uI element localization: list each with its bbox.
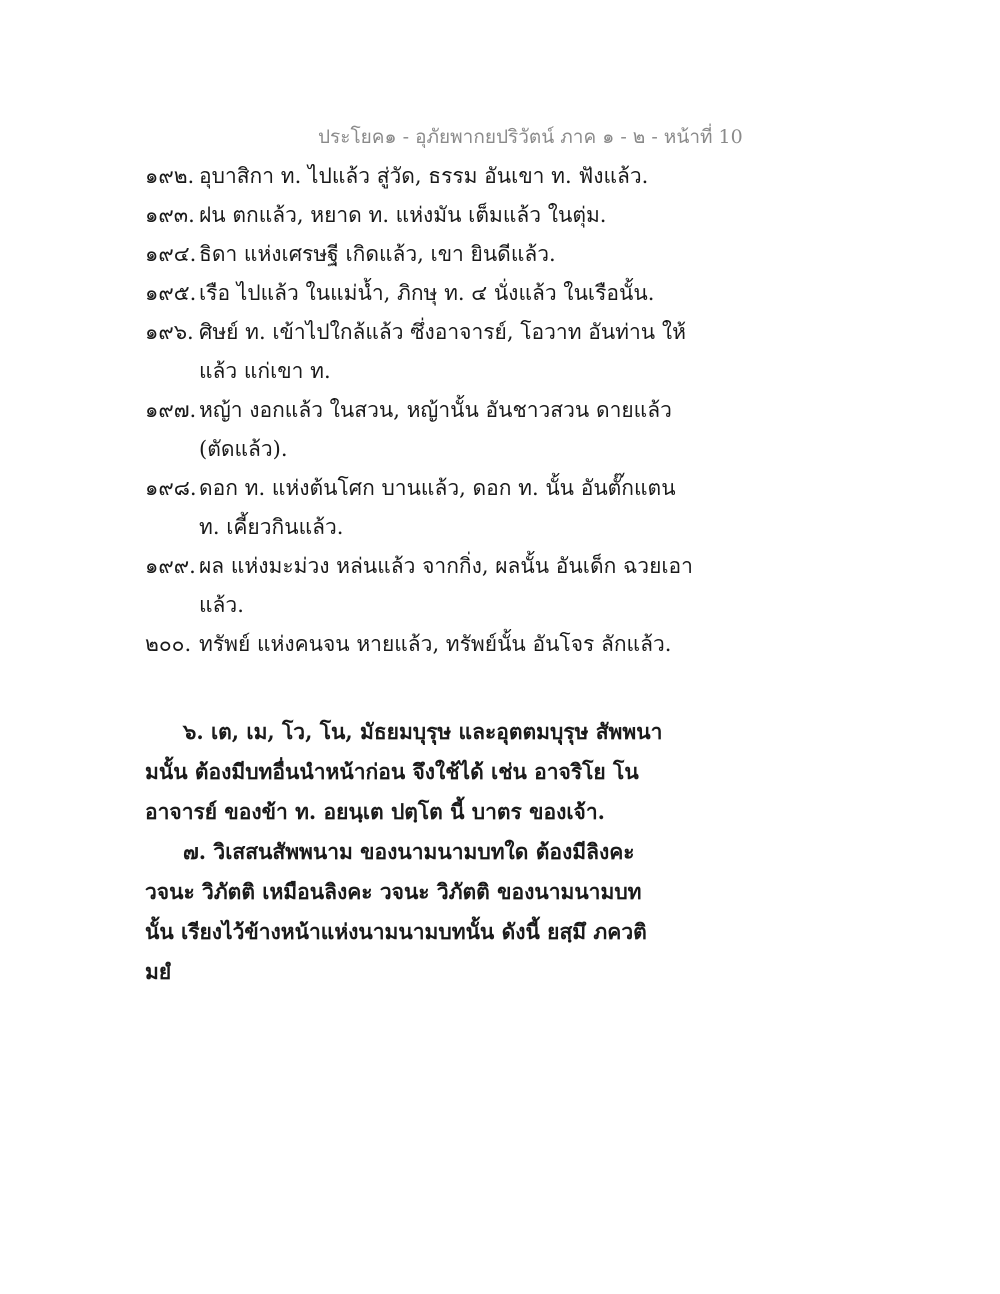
exercise-text: หญ้า งอกแล้ว ในสวน, หญ้านั้น อันชาวสวน ดายแล้ว (ตัดแล้ว).: [199, 398, 672, 461]
exercise-text: ธิดา แห่งเศรษฐี เกิดแล้ว, เขา ยินดีแล้ว.: [199, 242, 556, 266]
exercise-text: อุบาสิกา ท. ไปแล้ว สู่วัด, ธรรม อันเขา ท. ฟังแล้ว.: [199, 164, 649, 188]
exercise-number: ๑๙๔.: [145, 242, 197, 266]
exercise-item: [145, 235, 705, 274]
exercise-item: [145, 391, 705, 469]
exercise-number: ๑๙๘.: [145, 476, 197, 500]
exercise-text: ทรัพย์ แห่งคนจน หายแล้ว, ทรัพย์นั้น อันโจร ลักแล้ว.: [199, 632, 672, 656]
exercise-item: [145, 469, 705, 547]
exercise-item: [145, 274, 705, 313]
page-header: ประโยค๑ - อุภัยพากยปริวัตน์ ภาค ๑ - ๒ - หน้าที่ 10: [318, 126, 743, 148]
exercise-number: ๑๙๖.: [145, 320, 194, 344]
exercise-item: [145, 313, 705, 391]
exercise-number: ๑๙๒.: [145, 164, 195, 188]
exercise-list: [145, 157, 705, 664]
exercise-text: ฝน ตกแล้ว, หยาด ท. แห่งมัน เต็มแล้ว ในตุ่ม.: [199, 203, 607, 227]
rule-paragraph-6: ๖. เต, เม, โว, โน, มัธยมบุรุษ และอุตตมบุรุษ สัพพนามนั้น ต้องมีบทอื่นนำหน้าก่อน จึงใช้ได้ เช่น อาจริโย โน อาจารย์ ของข้า ท. อยนฺเต ปตฺโต นี้ บาตร ของเจ้า.: [145, 719, 663, 824]
exercise-text: ผล แห่งมะม่วง หล่นแล้ว จากกิ่ง, ผลนั้น อันเด็ก ฉวยเอาแล้ว.: [199, 554, 693, 617]
exercise-number: ๑๙๓.: [145, 203, 195, 227]
exercise-item: [145, 196, 705, 235]
exercise-number: ๑๙๕.: [145, 281, 197, 305]
exercise-number: ๑๙๙.: [145, 554, 196, 578]
exercise-text: ดอก ท. แห่งต้นโศก บานแล้ว, ดอก ท. นั้น อันตั๊กแตน ท. เคี้ยวกินแล้ว.: [199, 476, 676, 539]
exercise-item: [145, 547, 705, 625]
exercise-item: [145, 625, 705, 664]
exercise-text: ศิษย์ ท. เข้าไปใกล้แล้ว ซึ่งอาจารย์, โอวาท อันท่าน ให้แล้ว แก่เขา ท.: [199, 320, 686, 383]
exercise-text: เรือ ไปแล้ว ในแม่น้ำ, ภิกษุ ท. ๔ นั่งแล้ว ในเรือนั้น.: [199, 281, 655, 305]
rule-paragraph-7: ๗. วิเสสนสัพพนาม ของนามนามบทใด ต้องมีลิงคะ วจนะ วิภัตติ เหมือนลิงคะ วจนะ วิภัตติ ของนามนามบทนั้น เรียงไว้ข้างหน้าแห่งนามนามบทนั้น ดังนี้ ยสฺมึ ภควติ มยํ: [145, 839, 647, 984]
exercise-item: [145, 157, 705, 196]
exercise-number: ๒๐๐.: [145, 632, 192, 656]
grammar-rules: [145, 712, 665, 992]
exercise-number: ๑๙๗.: [145, 398, 197, 422]
